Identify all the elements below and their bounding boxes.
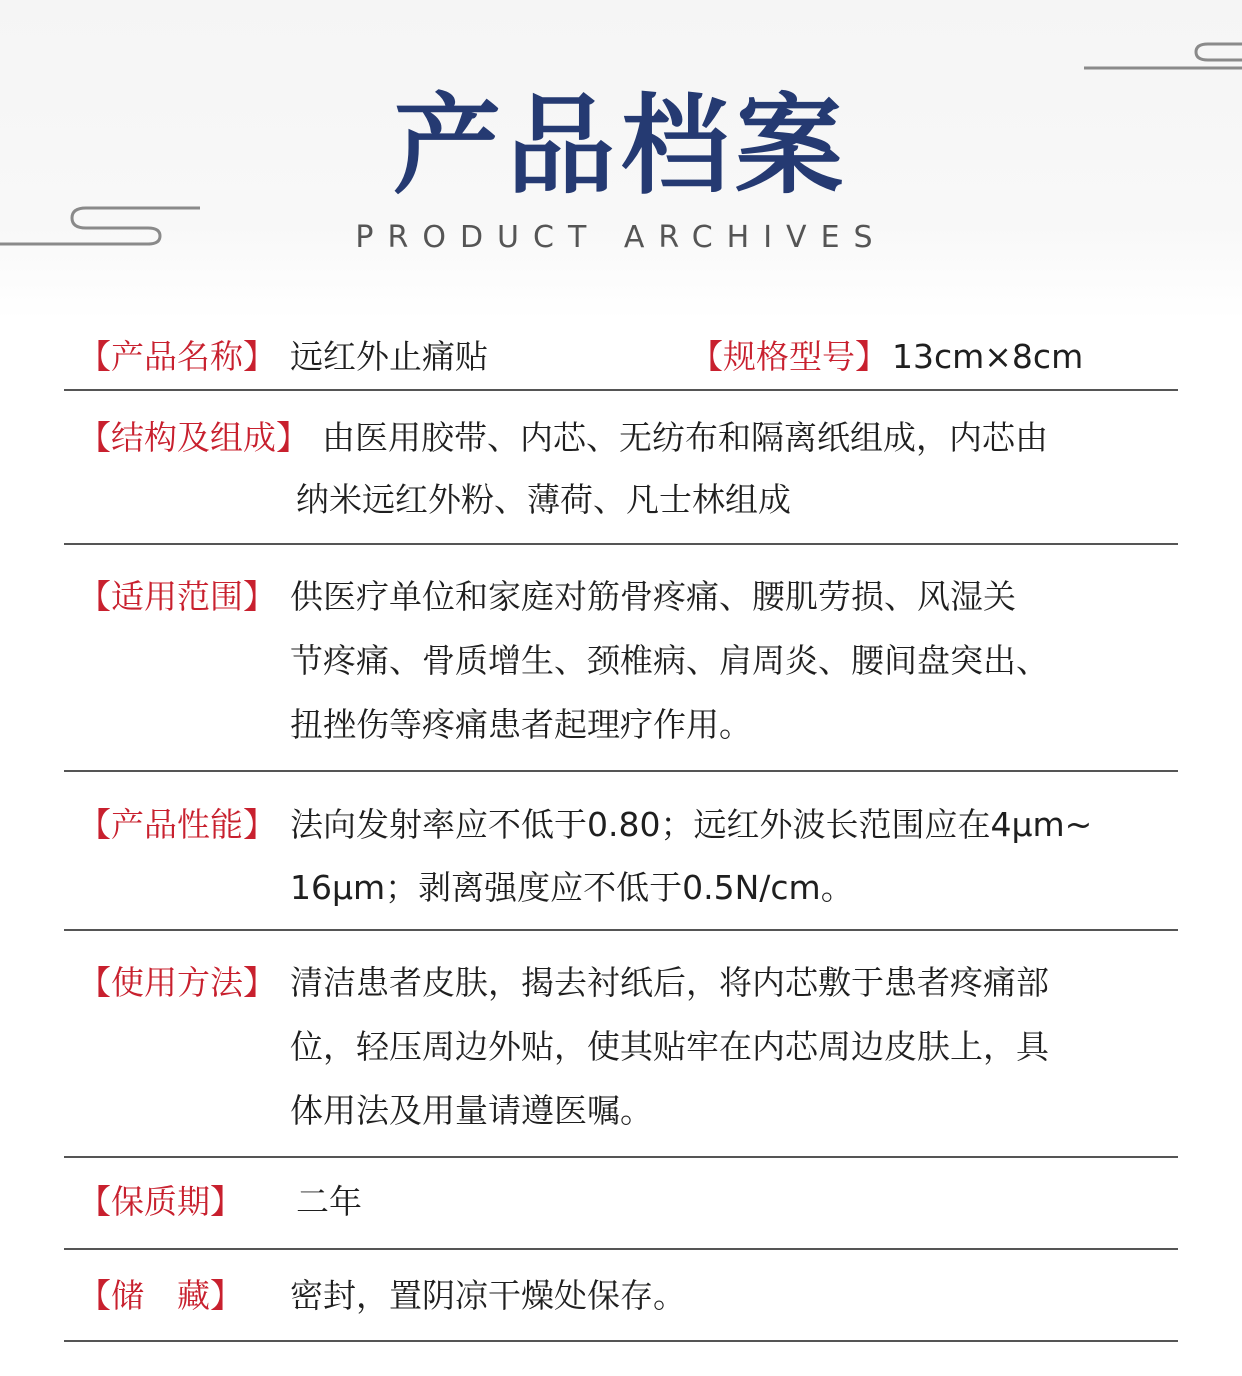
shelf-life-value: 二年	[296, 1182, 362, 1221]
usage-label: 【使用方法】	[78, 963, 276, 1002]
divider	[64, 543, 1178, 545]
scope-line: 扭挫伤等疼痛患者起理疗作用。	[290, 705, 752, 744]
product-name-value: 远红外止痛贴	[290, 337, 488, 376]
divider	[64, 389, 1178, 391]
right-swirl-decoration	[1080, 36, 1242, 76]
shelf-life-label: 【保质期】	[78, 1182, 243, 1221]
usage-line: 位，轻压周边外贴，使其贴牢在内芯周边皮肤上，具	[290, 1027, 1049, 1066]
page-title: 产品档案	[392, 84, 849, 209]
storage-label: 【储 藏】	[78, 1276, 243, 1315]
divider	[64, 770, 1178, 772]
storage-value: 密封，置阴凉干燥处保存。	[290, 1276, 686, 1315]
scope-line: 供医疗单位和家庭对筋骨疼痛、腰肌劳损、风湿关	[290, 577, 1016, 616]
performance-line: 16μm；剥离强度应不低于0.5N/cm。	[290, 868, 854, 907]
scope-line: 节疼痛、骨质增生、颈椎病、肩周炎、腰间盘突出、	[290, 641, 1049, 680]
divider	[64, 929, 1178, 931]
performance-line: 法向发射率应不低于0.80；远红外波长范围应在4μm~	[290, 805, 1093, 844]
usage-line: 清洁患者皮肤，揭去衬纸后，将内芯敷于患者疼痛部	[290, 963, 1049, 1002]
header-banner	[0, 0, 1242, 320]
spec-value: 13cm×8cm	[892, 337, 1084, 376]
structure-line: 由医用胶带、内芯、无纺布和隔离纸组成，内芯由	[322, 418, 1048, 457]
page-subtitle: PRODUCT ARCHIVES	[355, 220, 887, 255]
divider	[64, 1248, 1178, 1250]
scope-label: 【适用范围】	[78, 577, 276, 616]
usage-line: 体用法及用量请遵医嘱。	[290, 1091, 653, 1130]
divider	[64, 1156, 1178, 1158]
structure-label: 【结构及组成】	[78, 418, 309, 457]
performance-label: 【产品性能】	[78, 805, 276, 844]
divider	[64, 1340, 1178, 1342]
product-name-label: 【产品名称】	[78, 337, 276, 376]
spec-label: 【规格型号】	[690, 337, 888, 376]
structure-line: 纳米远红外粉、薄荷、凡士林组成	[296, 480, 791, 519]
